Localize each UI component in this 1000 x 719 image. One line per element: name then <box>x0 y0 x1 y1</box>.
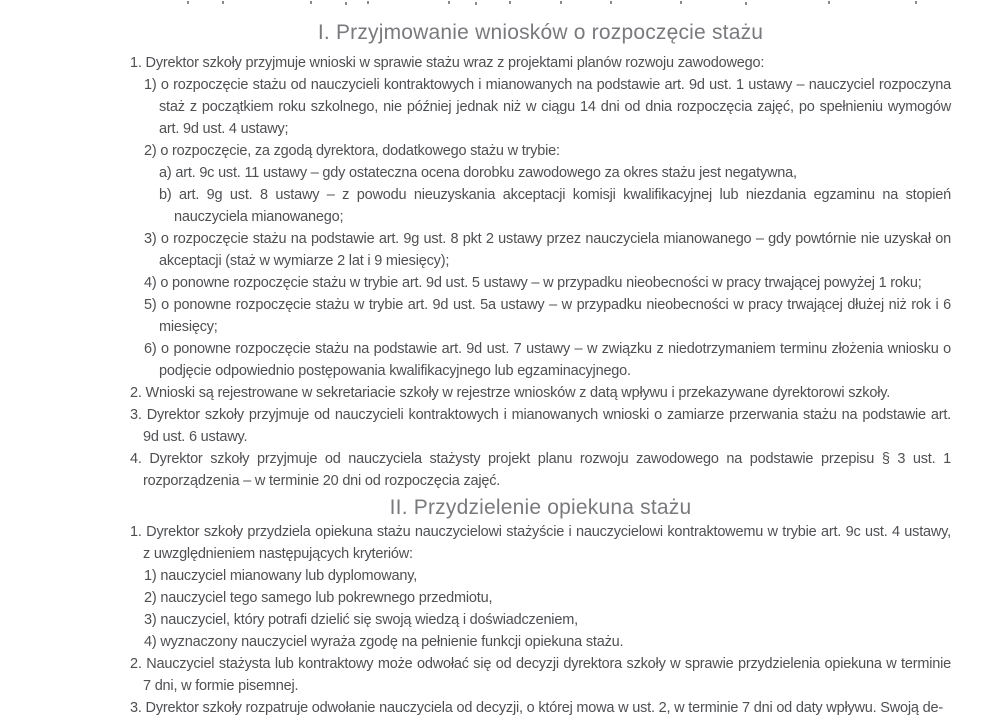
list-item <box>144 338 951 382</box>
item-marker: a) <box>159 165 172 181</box>
section-item-list <box>130 521 951 719</box>
list-item <box>130 404 951 448</box>
list-item <box>159 184 951 228</box>
item-text: Dyrektor szkoły przyjmuje wnioski w sprawie stażu wraz z projektami planów rozwoju zawodowego: <box>145 55 765 71</box>
item-text: art. 9c ust. 11 ustawy – gdy ostateczna ocena dorobku zawodowego za okres stażu jest negatywna, <box>175 165 797 181</box>
item-marker: 4) <box>144 634 157 650</box>
item-text: nauczyciel mianowany lub dyplomowany, <box>160 568 418 584</box>
item-text: art. 9g ust. 8 ustawy – z powodu nieuzyskania akceptacji komisji kwalifikacyjnej lub niezdania egzaminu na stopień nauczyciela mianowanego; <box>174 187 951 225</box>
item-marker: 2. <box>130 656 142 672</box>
list-item <box>144 140 951 162</box>
item-text: wyznaczony nauczyciel wyraża zgodę na pełnienie funkcji opiekuna stażu. <box>160 634 624 650</box>
item-text: o ponowne rozpoczęcie stażu na podstawie art. 9d ust. 7 ustawy – w związku z niedotrzymaniem terminu złożenia wniosku o podjęcie odpowiednio postępowania kwalifikacyjnego lub egzaminacyjnego. <box>159 341 951 379</box>
item-marker: 4) <box>144 275 157 291</box>
list-item <box>144 74 951 140</box>
list-item <box>144 565 951 587</box>
item-marker: b) <box>159 187 172 203</box>
item-text: nauczyciel tego samego lub pokrewnego przedmiotu, <box>160 590 493 606</box>
item-text: o rozpoczęcie stażu od nauczycieli kontraktowych i mianowanych na podstawie art. 9d ust. 1 ustawy – nauczyciel rozpoczyna staż z początkiem roku szkolnego, nie później jednak niż w ciągu 14 dni od dnia rozpoczęcia zajęć, po spełnieniu wymogów art. 9d ust. 4 ustawy; <box>159 77 951 137</box>
item-text: nauczyciel, który potrafi dzielić się swoją wiedzą i doświadczeniem, <box>160 612 578 628</box>
item-marker: 5) <box>144 297 157 313</box>
item-marker: 3) <box>144 231 157 247</box>
item-marker: 1. <box>130 55 142 71</box>
section-heading: II. Przydzielenie opiekuna stażu <box>389 496 692 519</box>
list-item <box>144 631 951 653</box>
item-text: Dyrektor szkoły przyjmuje od nauczyciela stażysty projekt planu rozwoju zawodowego na podstawie przepisu § 3 ust. 1 rozporządzenia – w terminie 20 dni od rozpoczęcia zajęć. <box>143 451 951 489</box>
item-text: Dyrektor szkoły przydziela opiekuna stażu nauczycielowi stażyście i nauczycielowi kontraktowemu w trybie art. 9c ust. 4 ustawy, z uwzględnieniem następujących kryteriów: <box>143 524 951 562</box>
item-text: o ponowne rozpoczęcie stażu w trybie art. 9d ust. 5a ustawy – w przypadku nieobecności w pracy trwającej dłużej niż rok i 6 miesięcy; <box>159 297 951 335</box>
list-item <box>144 272 951 294</box>
item-marker: 1. <box>130 524 142 540</box>
item-text: o rozpoczęcie stażu na podstawie art. 9g ust. 8 pkt 2 ustawy przez nauczyciela mianowanego – gdy powtórnie nie uzyskał on akceptacji (staż w wymiarze 2 lat i 9 miesięcy); <box>159 231 951 269</box>
item-marker: 2. <box>130 385 142 401</box>
list-item <box>159 162 951 184</box>
item-marker: 1) <box>144 77 157 93</box>
item-marker: 1) <box>144 568 157 584</box>
item-text: Dyrektor szkoły przyjmuje od nauczycieli kontraktowych i mianowanych wnioski o zamiarze przerwania stażu na podstawie art. 9d ust. 6 ustawy. <box>143 407 951 445</box>
list-item <box>144 609 951 631</box>
list-item <box>130 52 951 74</box>
item-marker: 3. <box>130 700 142 716</box>
document-content <box>130 0 951 719</box>
section-item-list <box>130 52 951 492</box>
item-text: o ponowne rozpoczęcie stażu w trybie art. 9d ust. 5 ustawy – w przypadku nieobecności w pracy trwającej powyżej 1 roku; <box>160 275 922 291</box>
item-text: Dyrektor szkoły rozpatruje odwołanie nauczyciela od decyzji, o której mowa w ust. 2, w terminie 7 dni od daty wpływu. Swoją de- <box>145 700 943 716</box>
section-heading: I. Przyjmowanie wniosków o rozpoczęcie stażu <box>317 21 764 44</box>
item-marker: 3) <box>144 612 157 628</box>
list-item <box>130 382 951 404</box>
item-marker: 2) <box>144 590 157 606</box>
item-marker: 2) <box>144 143 157 159</box>
item-text: Nauczyciel stażysta lub kontraktowy może odwołać się od decyzji dyrektora szkoły w sprawie przydzielenia opiekuna w terminie 7 dni, w formie pisemnej. <box>143 656 951 694</box>
list-item <box>144 228 951 272</box>
list-item <box>130 448 951 492</box>
list-item <box>144 294 951 338</box>
item-marker: 4. <box>130 451 142 467</box>
list-item <box>130 653 951 697</box>
list-item <box>130 697 951 719</box>
list-item <box>130 521 951 565</box>
list-item <box>144 587 951 609</box>
item-text: Wnioski są rejestrowane w sekretariacie szkoły w rejestrze wniosków z datą wpływu i przekazywane dyrektorowi szkoły. <box>145 385 891 401</box>
item-marker: 3. <box>130 407 142 423</box>
item-text: o rozpoczęcie, za zgodą dyrektora, dodatkowego stażu w trybie: <box>160 143 560 159</box>
item-marker: 6) <box>144 341 157 357</box>
